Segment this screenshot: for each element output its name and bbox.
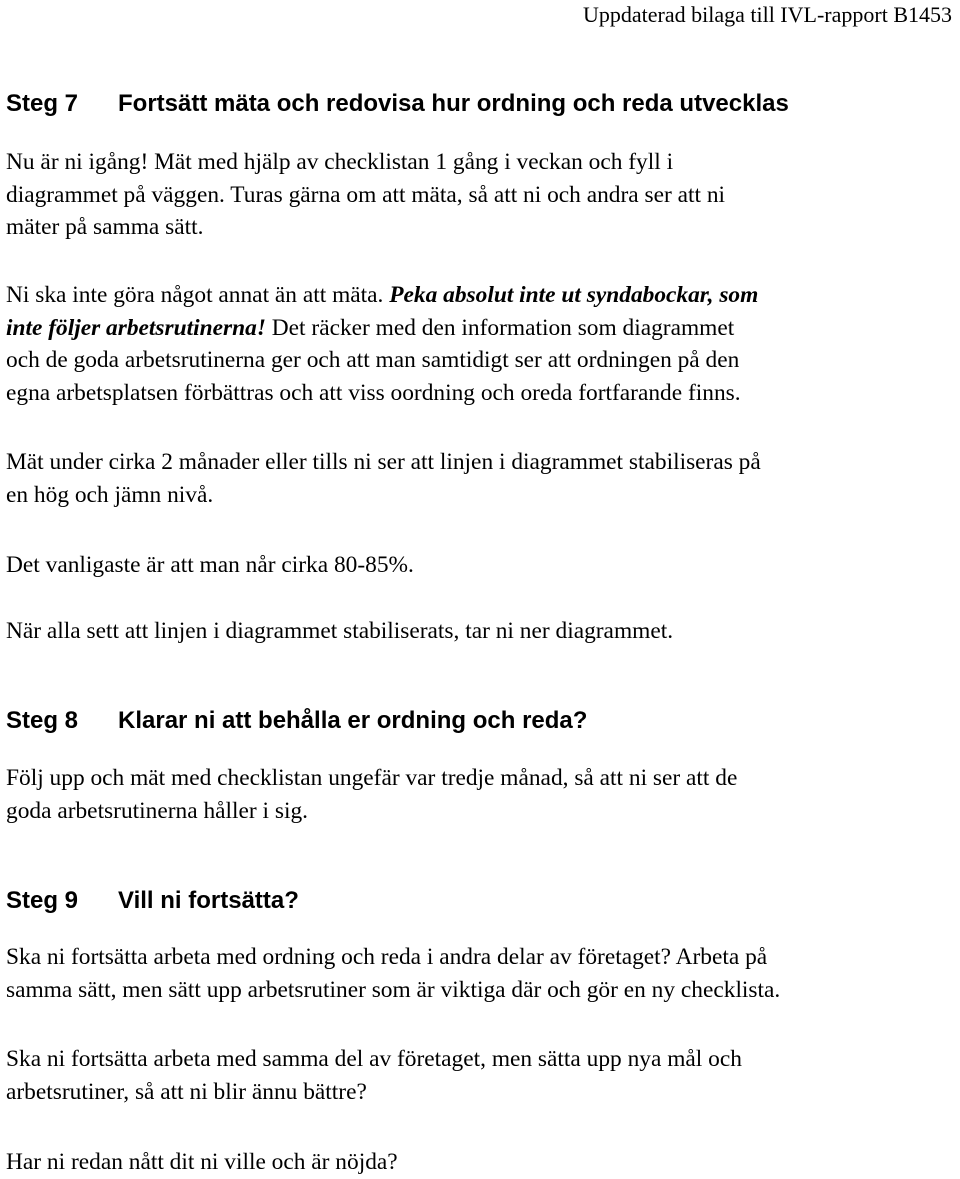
text-line: Det vanligaste är att man når cirka 80-85%. xyxy=(6,552,414,578)
step-7-paragraph-3 xyxy=(6,446,951,511)
step-9-number: Steg 9 xyxy=(6,887,79,914)
step-7-paragraph-5 xyxy=(6,615,951,648)
running-header: Uppdaterad bilaga till IVL-rapport B1453 xyxy=(582,2,952,27)
plain-text: Det räcker med den information som diagrammet xyxy=(265,314,735,341)
text-line: egna arbetsplatsen förbättras och att viss oordning och oreda fortfarande finns. xyxy=(6,379,741,406)
text-line: goda arbetsrutinerna håller i sig. xyxy=(6,797,309,824)
step-7-paragraph-1 xyxy=(6,146,951,244)
step-9-paragraph-2 xyxy=(6,1043,951,1108)
emphasized-warning: Peka absolut inte ut syndabockar, som xyxy=(389,282,759,308)
text-line: diagrammet på väggen. Turas gärna om att mäta, så att ni och andra ser att ni xyxy=(6,181,726,208)
step-9-title: Vill ni fortsätta? xyxy=(118,887,299,914)
text-line: Ska ni fortsätta arbeta med ordning och reda i andra delar av företaget? Arbeta på xyxy=(6,944,768,970)
text-line: Följ upp och mät med checklistan ungefär var tredje månad, så att ni ser att de xyxy=(6,765,738,791)
text-line: När alla sett att linjen i diagrammet stabiliserats, tar ni ner diagrammet. xyxy=(6,618,674,644)
step-8-number: Steg 8 xyxy=(6,707,79,734)
plain-text: Ni ska inte göra något annat än att mäta. xyxy=(6,282,390,308)
text-line: arbetsrutiner, så att ni blir ännu bättre? xyxy=(6,1078,367,1105)
step-7-title: Fortsätt mäta och redovisa hur ordning och reda utvecklas xyxy=(118,90,789,117)
text-line: mäter på samma sätt. xyxy=(6,214,204,240)
text-line: en hög och jämn nivå. xyxy=(6,481,214,508)
text-line: Har ni redan nått dit ni ville och är nöjda? xyxy=(6,1149,398,1175)
step-8-heading xyxy=(6,706,587,736)
step-7-heading xyxy=(6,89,789,119)
step-8-title: Klarar ni att behålla er ordning och reda? xyxy=(118,707,588,734)
text-line: Mät under cirka 2 månader eller tills ni ser att linjen i diagrammet stabiliseras på xyxy=(6,449,761,475)
step-7-paragraph-2 xyxy=(6,279,951,409)
step-9-paragraph-3 xyxy=(6,1146,951,1179)
step-9-heading xyxy=(6,886,299,916)
text-line xyxy=(6,279,951,312)
step-8-paragraph-1 xyxy=(6,762,951,827)
step-7-paragraph-4 xyxy=(6,549,951,582)
text-line xyxy=(6,312,951,345)
text-line: och de goda arbetsrutinerna ger och att man samtidigt ser att ordningen på den xyxy=(6,347,740,373)
text-line: Nu är ni igång! Mät med hjälp av checklistan 1 gång i veckan och fyll i xyxy=(6,149,674,175)
step-7-number: Steg 7 xyxy=(6,90,79,117)
step-9-paragraph-1 xyxy=(6,941,951,1006)
text-line: Ska ni fortsätta arbeta med samma del av företaget, men sätta upp nya mål och xyxy=(6,1046,742,1072)
emphasized-warning: inte följer arbetsrutinerna! xyxy=(6,314,266,341)
text-line: samma sätt, men sätt upp arbetsrutiner som är viktiga där och gör en ny checklista. xyxy=(6,976,781,1003)
